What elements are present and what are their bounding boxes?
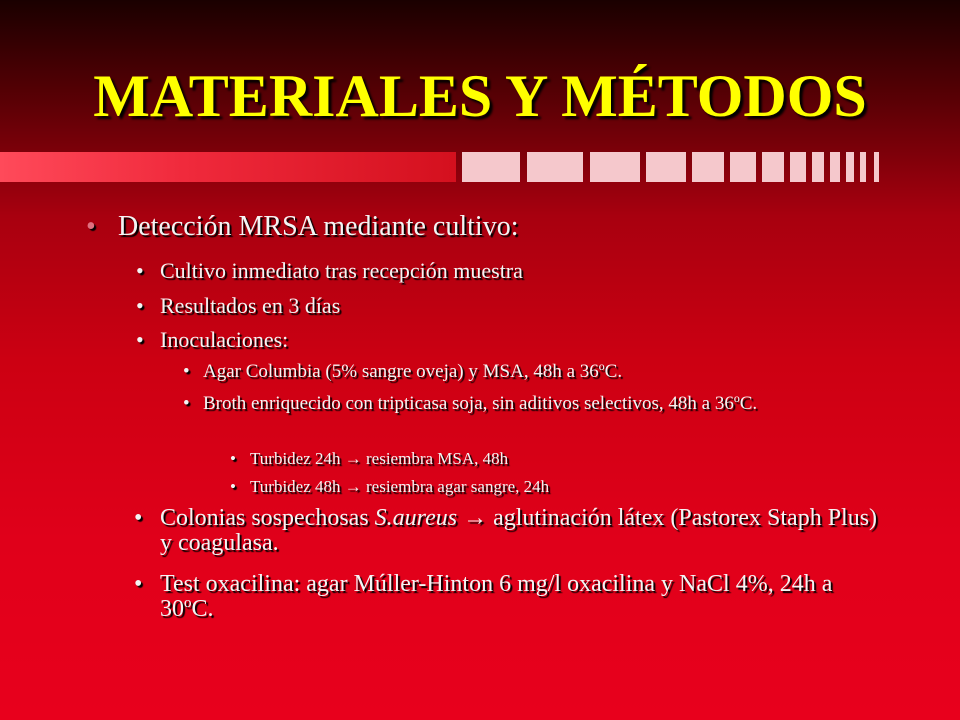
bullet: • <box>230 477 236 496</box>
list-item <box>136 293 341 318</box>
bullet: • <box>86 211 96 242</box>
list-item <box>136 258 523 283</box>
list-item-text: Detección MRSA mediante cultivo: <box>118 211 519 242</box>
list-item-text: Agar Columbia (5% sangre oveja) y MSA, 48h a 36ºC. <box>203 361 623 382</box>
list-item-text: Resultados en 3 días <box>160 293 341 318</box>
list-item <box>230 449 509 468</box>
list-item <box>183 361 843 382</box>
list-item-text: Turbidez 48h → resiembra agar sangre, 24h <box>250 477 550 496</box>
bullet: • <box>136 258 144 283</box>
bullet: • <box>134 505 143 531</box>
list-item-text-italic: S.aureus <box>374 505 458 531</box>
list-item-text: Inoculaciones: <box>160 327 289 352</box>
list-item <box>230 477 550 496</box>
bullet: • <box>183 393 190 414</box>
list-item-text: Cultivo inmediato tras recepción muestra <box>160 258 523 283</box>
list-item-text: Broth enriquecido con tripticasa soja, sin aditivos selectivos, 48h a 36ºC. <box>203 393 758 414</box>
bullet: • <box>134 571 143 597</box>
bullet: • <box>136 293 144 318</box>
list-item <box>183 393 843 414</box>
list-item-text: Test oxacilina: agar Múller-Hinton 6 mg/l oxacilina y NaCl 4%, 24h a 30ºC. <box>160 571 833 623</box>
slide-title: MATERIALES Y MÉTODOS <box>93 63 867 129</box>
bullet: • <box>183 361 190 382</box>
list-item-text-after: → aglutinación látex (Pastorex Staph Plus) y coagulasa. <box>160 505 878 557</box>
list-item <box>136 327 289 352</box>
bullet: • <box>136 327 144 352</box>
list-item <box>134 571 880 623</box>
bullet: • <box>230 449 236 468</box>
list-item-text-before: Colonias sospechosas <box>160 505 375 531</box>
list-item-text: Turbidez 24h → resiembra MSA, 48h <box>250 449 509 468</box>
list-item <box>134 505 880 557</box>
list-item <box>86 211 519 242</box>
